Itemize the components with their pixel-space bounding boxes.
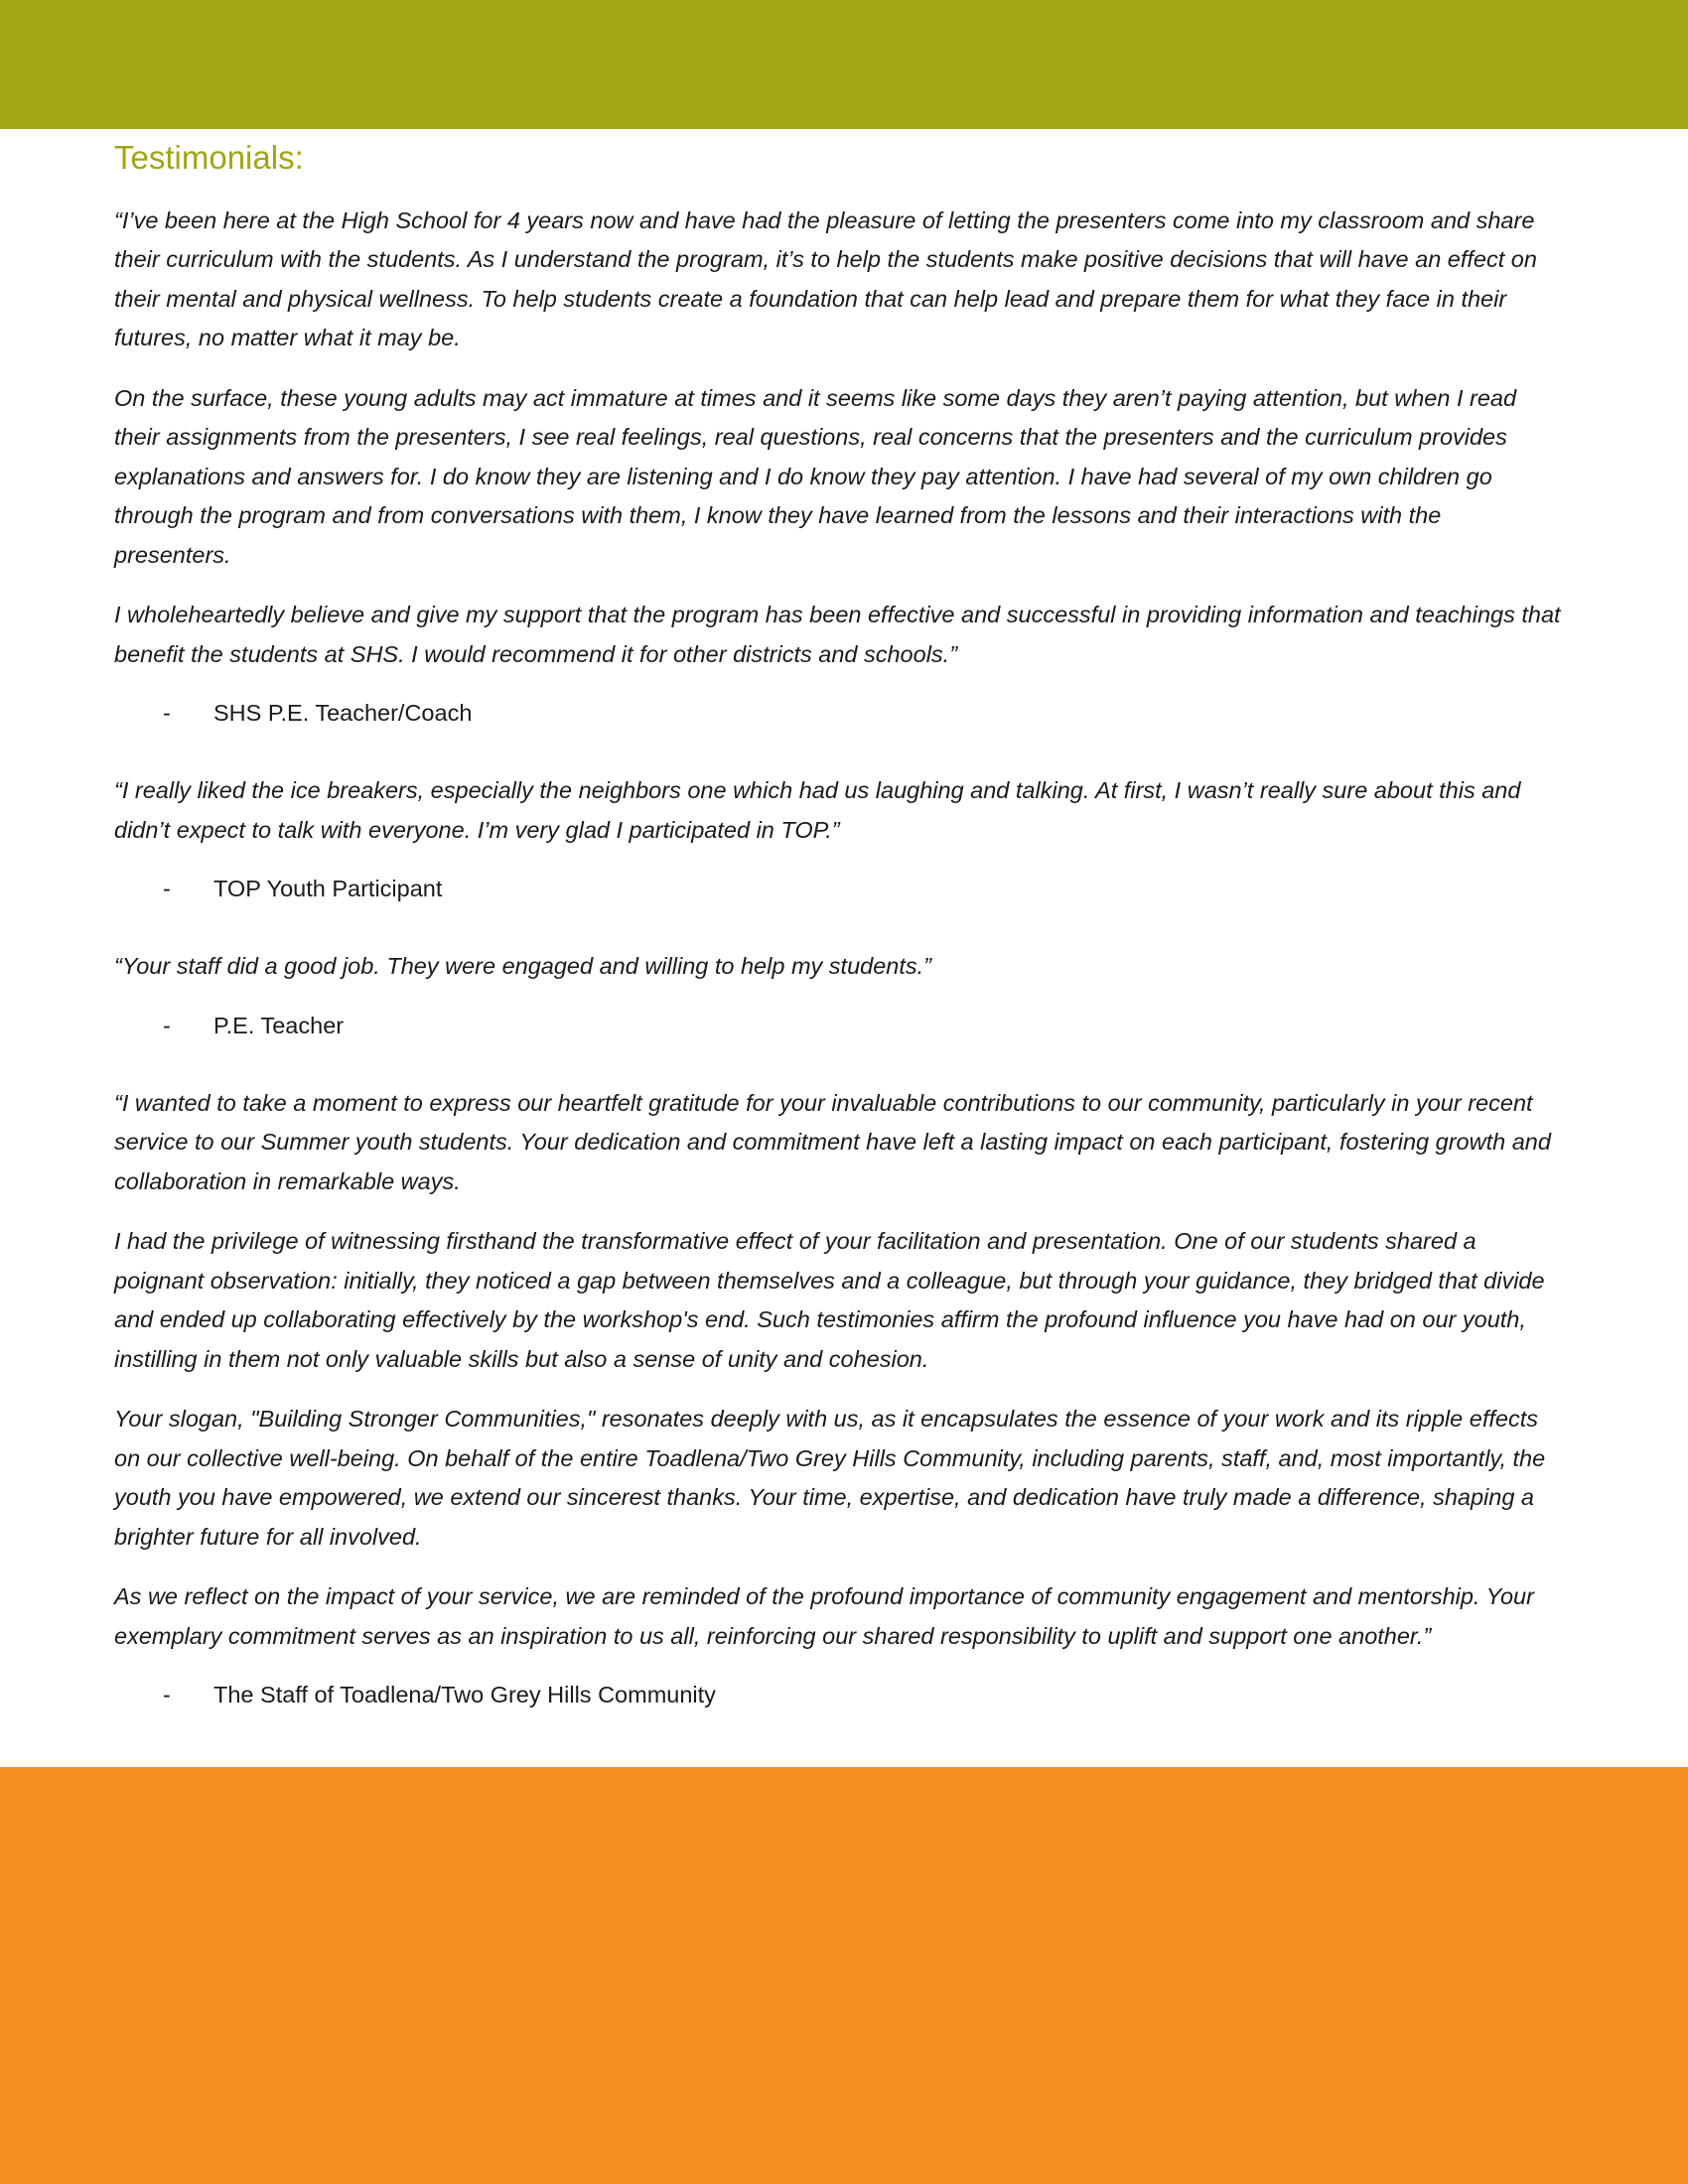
attribution-text: TOP Youth Participant [213, 876, 443, 902]
attribution-text: The Staff of Toadlena/Two Grey Hills Community [213, 1682, 716, 1708]
attribution-text: SHS P.E. Teacher/Coach [213, 700, 473, 727]
testimonials-section [114, 137, 1564, 1712]
attribution-dash: - [163, 1682, 171, 1708]
top-header-band [0, 0, 1688, 129]
testimonial-paragraph: “I’ve been here at the High School for 4 years now and have had the pleasure of letting the presenters come into my classroom and share their curriculum with the students. As I understand the program, it’s to help the students make positive decisions that will have an effect on their mental and physical wellness. To help students create a foundation that can help lead and prepare them for what they face in their futures, no matter what it may be. [114, 206, 1537, 351]
attribution-dash: - [163, 700, 171, 727]
testimonial-attribution [114, 1677, 1564, 1712]
bottom-footer-band [0, 1767, 1688, 2184]
testimonial-attribution [114, 1008, 1564, 1043]
attribution-dash: - [163, 876, 171, 902]
testimonial-4 [114, 1084, 1564, 1713]
testimonial-paragraph: Your slogan, "Building Stronger Communities," resonates deeply with us, as it encapsulates the essence of your work and its ripple effects on our collective well-being. On behalf of the entire Toadlena/Two Grey Hills Community, including parents, staff, and, most importantly, the youth you have empowered, we extend our sincerest thanks. Your time, expertise, and dedication have truly made a difference, shaping a brighter future for all involved. [114, 1406, 1546, 1550]
testimonial-1 [114, 202, 1564, 732]
testimonial-attribution [114, 695, 1564, 731]
testimonial-paragraph: As we reflect on the impact of your service, we are reminded of the profound importance of community engagement and mentorship. Your exemplary commitment serves as an inspiration to us all, reinforcing our shared responsibility to uplift and support one another.” [114, 1583, 1534, 1649]
testimonial-2 [114, 771, 1564, 906]
testimonial-attribution [114, 871, 1564, 906]
testimonial-paragraph: “Your staff did a good job. They were engaged and willing to help my students.” [114, 953, 931, 980]
testimonial-3 [114, 947, 1564, 1043]
testimonial-paragraph: “I wanted to take a moment to express our heartfelt gratitude for your invaluable contributions to our community, particularly in your recent service to our Summer youth students. Your dedication and commitment have left a lasting impact on each participant, fostering growth and collaboration in remarkable ways. [114, 1089, 1551, 1194]
testimonial-paragraph: “I really liked the ice breakers, especially the neighbors one which had us laughing and talking. At first, I wasn’t really sure about this and didn’t expect to talk with everyone. I’m very glad I participated in TOP.” [114, 777, 1521, 843]
attribution-dash: - [163, 1012, 171, 1038]
attribution-text: P.E. Teacher [213, 1012, 345, 1038]
page-heading: Testimonials: [114, 139, 304, 176]
testimonial-paragraph: I wholeheartedly believe and give my support that the program has been effective and successful in providing information and teachings that benefit the students at SHS. I would recommend it for other districts and schools.” [114, 602, 1561, 667]
testimonial-paragraph: I had the privilege of witnessing firsthand the transformative effect of your facilitation and presentation. One of our students shared a poignant observation: initially, they noticed a gap between themselves and a colleague, but through your guidance, they bridged that divide and ended up collaborating effectively by the workshop's end. Such testimonies affirm the profound influence you have had on our youth, instilling in them not only valuable skills but also a sense of unity and cohesion. [114, 1228, 1545, 1372]
testimonial-paragraph: On the surface, these young adults may act immature at times and it seems like some days they aren’t paying attention, but when I read their assignments from the presenters, I see real feelings, real questions, real concerns that the presenters and the curriculum provides explanations and answers for. I do know they are listening and I do know they pay attention. I have had several of my own children go through the program and from conversations with them, I know they have learned from the lessons and their interactions with the presenters. [114, 384, 1517, 568]
